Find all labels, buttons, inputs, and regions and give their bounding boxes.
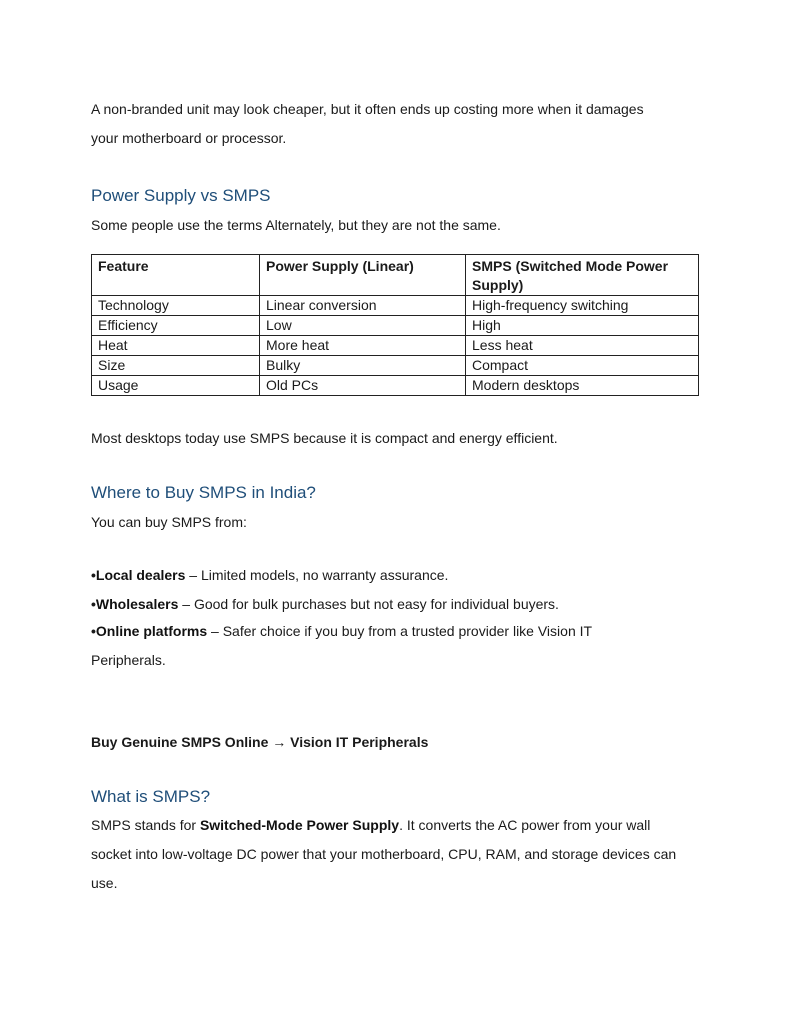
heading-where-to-buy: Where to Buy SMPS in India? <box>91 483 316 502</box>
table-row <box>92 336 699 356</box>
table-cell: Heat <box>92 336 260 356</box>
bullet-icon: • <box>91 567 96 583</box>
list-item <box>91 561 448 590</box>
table-cell: Size <box>92 356 260 376</box>
table-header-cell: Feature <box>92 255 260 296</box>
heading-what-is-smps: What is SMPS? <box>91 787 211 806</box>
bullet-label: Local dealers <box>95 567 186 583</box>
table-header-cell: SMPS (Switched Mode Power Supply) <box>466 255 699 296</box>
heading-power-supply-vs-smps: Power Supply vs SMPS <box>91 186 271 205</box>
what-line-3: use. <box>91 875 118 891</box>
bullet-icon: • <box>91 596 96 612</box>
list-item <box>91 617 592 646</box>
table-cell: Bulky <box>260 356 466 376</box>
intro-line-2: your motherboard or processor. <box>91 130 287 146</box>
table-cell: Technology <box>92 296 260 316</box>
table-header-cell: Power Supply (Linear) <box>260 255 466 296</box>
table-cell: More heat <box>260 336 466 356</box>
table-cell: High <box>466 316 699 336</box>
table-cell: Less heat <box>466 336 699 356</box>
what-line-1-pre: SMPS stands for <box>91 817 200 833</box>
bullet-text: – Limited models, no warranty assurance. <box>185 567 449 583</box>
what-line-1-post: . It converts the AC power from your wall <box>399 817 651 833</box>
table-row <box>92 356 699 376</box>
table-row <box>92 376 699 396</box>
vs-conclusion: Most desktops today use SMPS because it is compact and energy efficient. <box>91 430 558 446</box>
table-header-row <box>92 255 699 296</box>
bullet-icon: • <box>91 623 96 639</box>
buy-intro: You can buy SMPS from: <box>91 514 247 530</box>
bullet-continuation: Peripherals. <box>91 652 166 668</box>
what-line-2: socket into low-voltage DC power that your motherboard, CPU, RAM, and storage devices can <box>91 846 677 862</box>
table-cell: High-frequency switching <box>466 296 699 316</box>
what-line-1 <box>91 811 650 840</box>
intro-line-1: A non-branded unit may look cheaper, but it often ends up costing more when it damages <box>91 101 644 117</box>
bullet-text: – Good for bulk purchases but not easy for individual buyers. <box>178 596 559 612</box>
buy-online-link[interactable]: Buy Genuine SMPS Online → Vision IT Peripherals <box>91 734 429 750</box>
table-row <box>92 316 699 336</box>
table-cell: Compact <box>466 356 699 376</box>
table-cell: Efficiency <box>92 316 260 336</box>
table-cell: Old PCs <box>260 376 466 396</box>
bullet-label: Wholesalers <box>95 596 179 612</box>
table-cell: Linear conversion <box>260 296 466 316</box>
vs-intro: Some people use the terms Alternately, but they are not the same. <box>91 217 501 233</box>
table-cell: Low <box>260 316 466 336</box>
bullet-text: – Safer choice if you buy from a trusted provider like Vision IT <box>207 623 593 639</box>
table-row <box>92 296 699 316</box>
table-cell: Usage <box>92 376 260 396</box>
comparison-table <box>91 254 699 396</box>
table-cell: Modern desktops <box>466 376 699 396</box>
what-term-bold: Switched-Mode Power Supply <box>199 817 400 833</box>
list-item <box>91 590 559 619</box>
bullet-label: Online platforms <box>95 623 208 639</box>
